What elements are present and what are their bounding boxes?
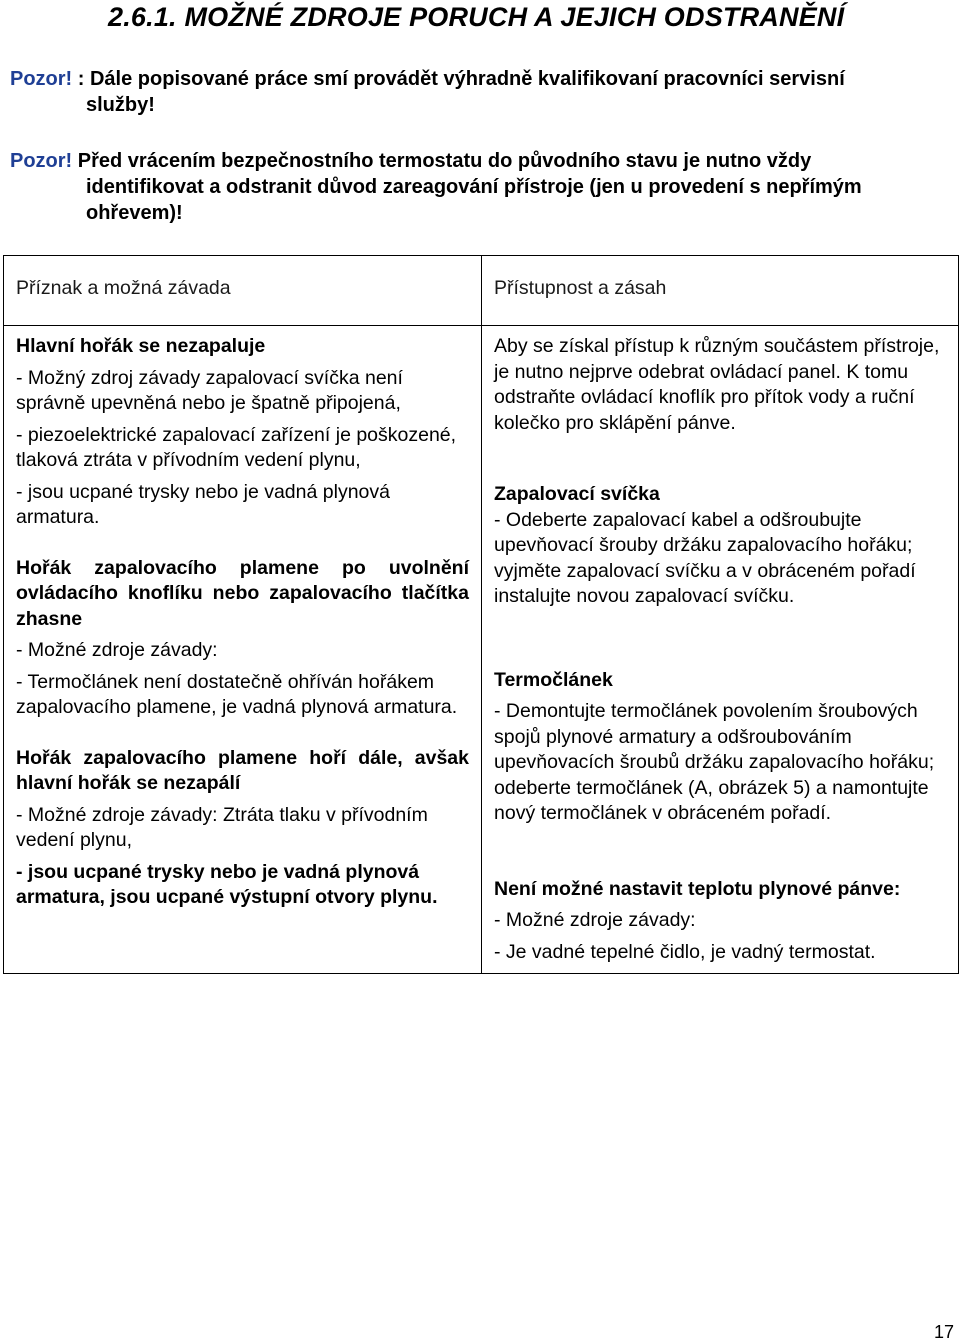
fault-cause: - jsou ucpané trysky nebo je vadná plynová armatura. — [16, 480, 390, 528]
remedy-title-thermocouple: Termočlánek — [494, 668, 613, 691]
warning-qualified-staff — [10, 66, 960, 118]
remedy-text: - Odeberte zapalovací kabel a odšroubujte upevňovací šrouby držáku zapalovacího hořáku; vyjměte zapalovací svíčku a v obráceném pořadí instalujte novou zapalovací svíčku. — [494, 508, 916, 607]
fault-title-pilot-goes-out: Hořák zapalovacího plamene po uvolnění ovládacího knoflíku nebo zapalovacího tlačítka zhasne — [16, 556, 469, 630]
fault-cause: - piezoelektrické zapalovací zařízení je poškozené, tlaková ztráta v přívodním vedení plynu, — [16, 423, 457, 471]
page-number: 17 — [933, 1322, 954, 1342]
warning-label: Pozor! — [10, 68, 73, 90]
fault-cause: - Termočlánek není dostatečně ohříván hořákem zapalovacího plamene, je vadná plynová armatura. — [16, 670, 458, 718]
fault-cause-bold: - jsou ucpané trysky nebo je vadná plynová armatura, jsou ucpané výstupní otvory plynu. — [16, 860, 438, 908]
fault-cause: - Možné zdroje závady: Ztráta tlaku v přívodním vedení plynu, — [16, 803, 428, 851]
remedy-title-spark-plug: Zapalovací svíčka — [494, 483, 660, 505]
warning-text-line1: : Dále popisované práce smí provádět výhradně kvalifikovaní pracovníci servisní — [72, 68, 845, 90]
table-header-row — [4, 256, 959, 326]
warning-text-line1: Před vrácením bezpečnostního termostatu do původního stavu je nutno vždy — [72, 150, 812, 172]
warning-text-line2: identifikovat a odstranit důvod zareagování přístroje (jen u provedení s nepřímým — [86, 176, 862, 198]
action-cell — [482, 326, 959, 974]
section-heading: 2.6.1. MOŽNÉ ZDROJE PORUCH A JEJICH ODSTRANĚNÍ — [108, 2, 845, 32]
fault-table — [3, 255, 959, 974]
symptom-cell — [4, 326, 482, 974]
table-row — [4, 326, 959, 974]
remedy-text: - Je vadné tepelné čidlo, je vadný termostat. — [494, 940, 876, 963]
fault-title-main-not-igniting: Hořák zapalovacího plamene hoří dále, avšak hlavní hořák se nezapálí — [16, 746, 469, 794]
warning-safety-thermostat — [10, 148, 960, 226]
warning-label: Pozor! — [10, 150, 73, 172]
warning-text-line3: ohřevem)! — [86, 202, 183, 224]
warning-text-line2: služby! — [86, 94, 155, 116]
remedy-text: - Možné zdroje závady: — [494, 909, 696, 931]
fault-cause: - Možný zdroj závady zapalovací svíčka není správně upevněná nebo je špatně připojená, — [16, 366, 403, 414]
fault-title-main-burner: Hlavní hořák se nezapaluje — [16, 335, 266, 357]
column-header-symptom: Příznak a možná závada — [4, 256, 482, 326]
column-header-action: Přístupnost a zásah — [482, 256, 959, 326]
fault-cause: - Možné zdroje závady: — [16, 639, 218, 661]
access-instructions: Aby se získal přístup k různým součástem přístroje, je nutno nejprve odebrat ovládací panel. K tomu odstraňte ovládací knoflík pro přítok vody a ruční kolečko pro sklápění pánve. — [494, 335, 940, 434]
remedy-text: - Demontujte termočlánek povolením šroubových spojů plynové armatury a odšroubováním upevňovacích šroubů držáku zapalovacího hořáku; odeberte termočlánek (A, obrázek 5) a namontujte nový termočlánek v obráceném pořadí. — [494, 700, 935, 824]
remedy-title-temperature: Není možné nastavit teplotu plynové pánve: — [494, 877, 901, 900]
